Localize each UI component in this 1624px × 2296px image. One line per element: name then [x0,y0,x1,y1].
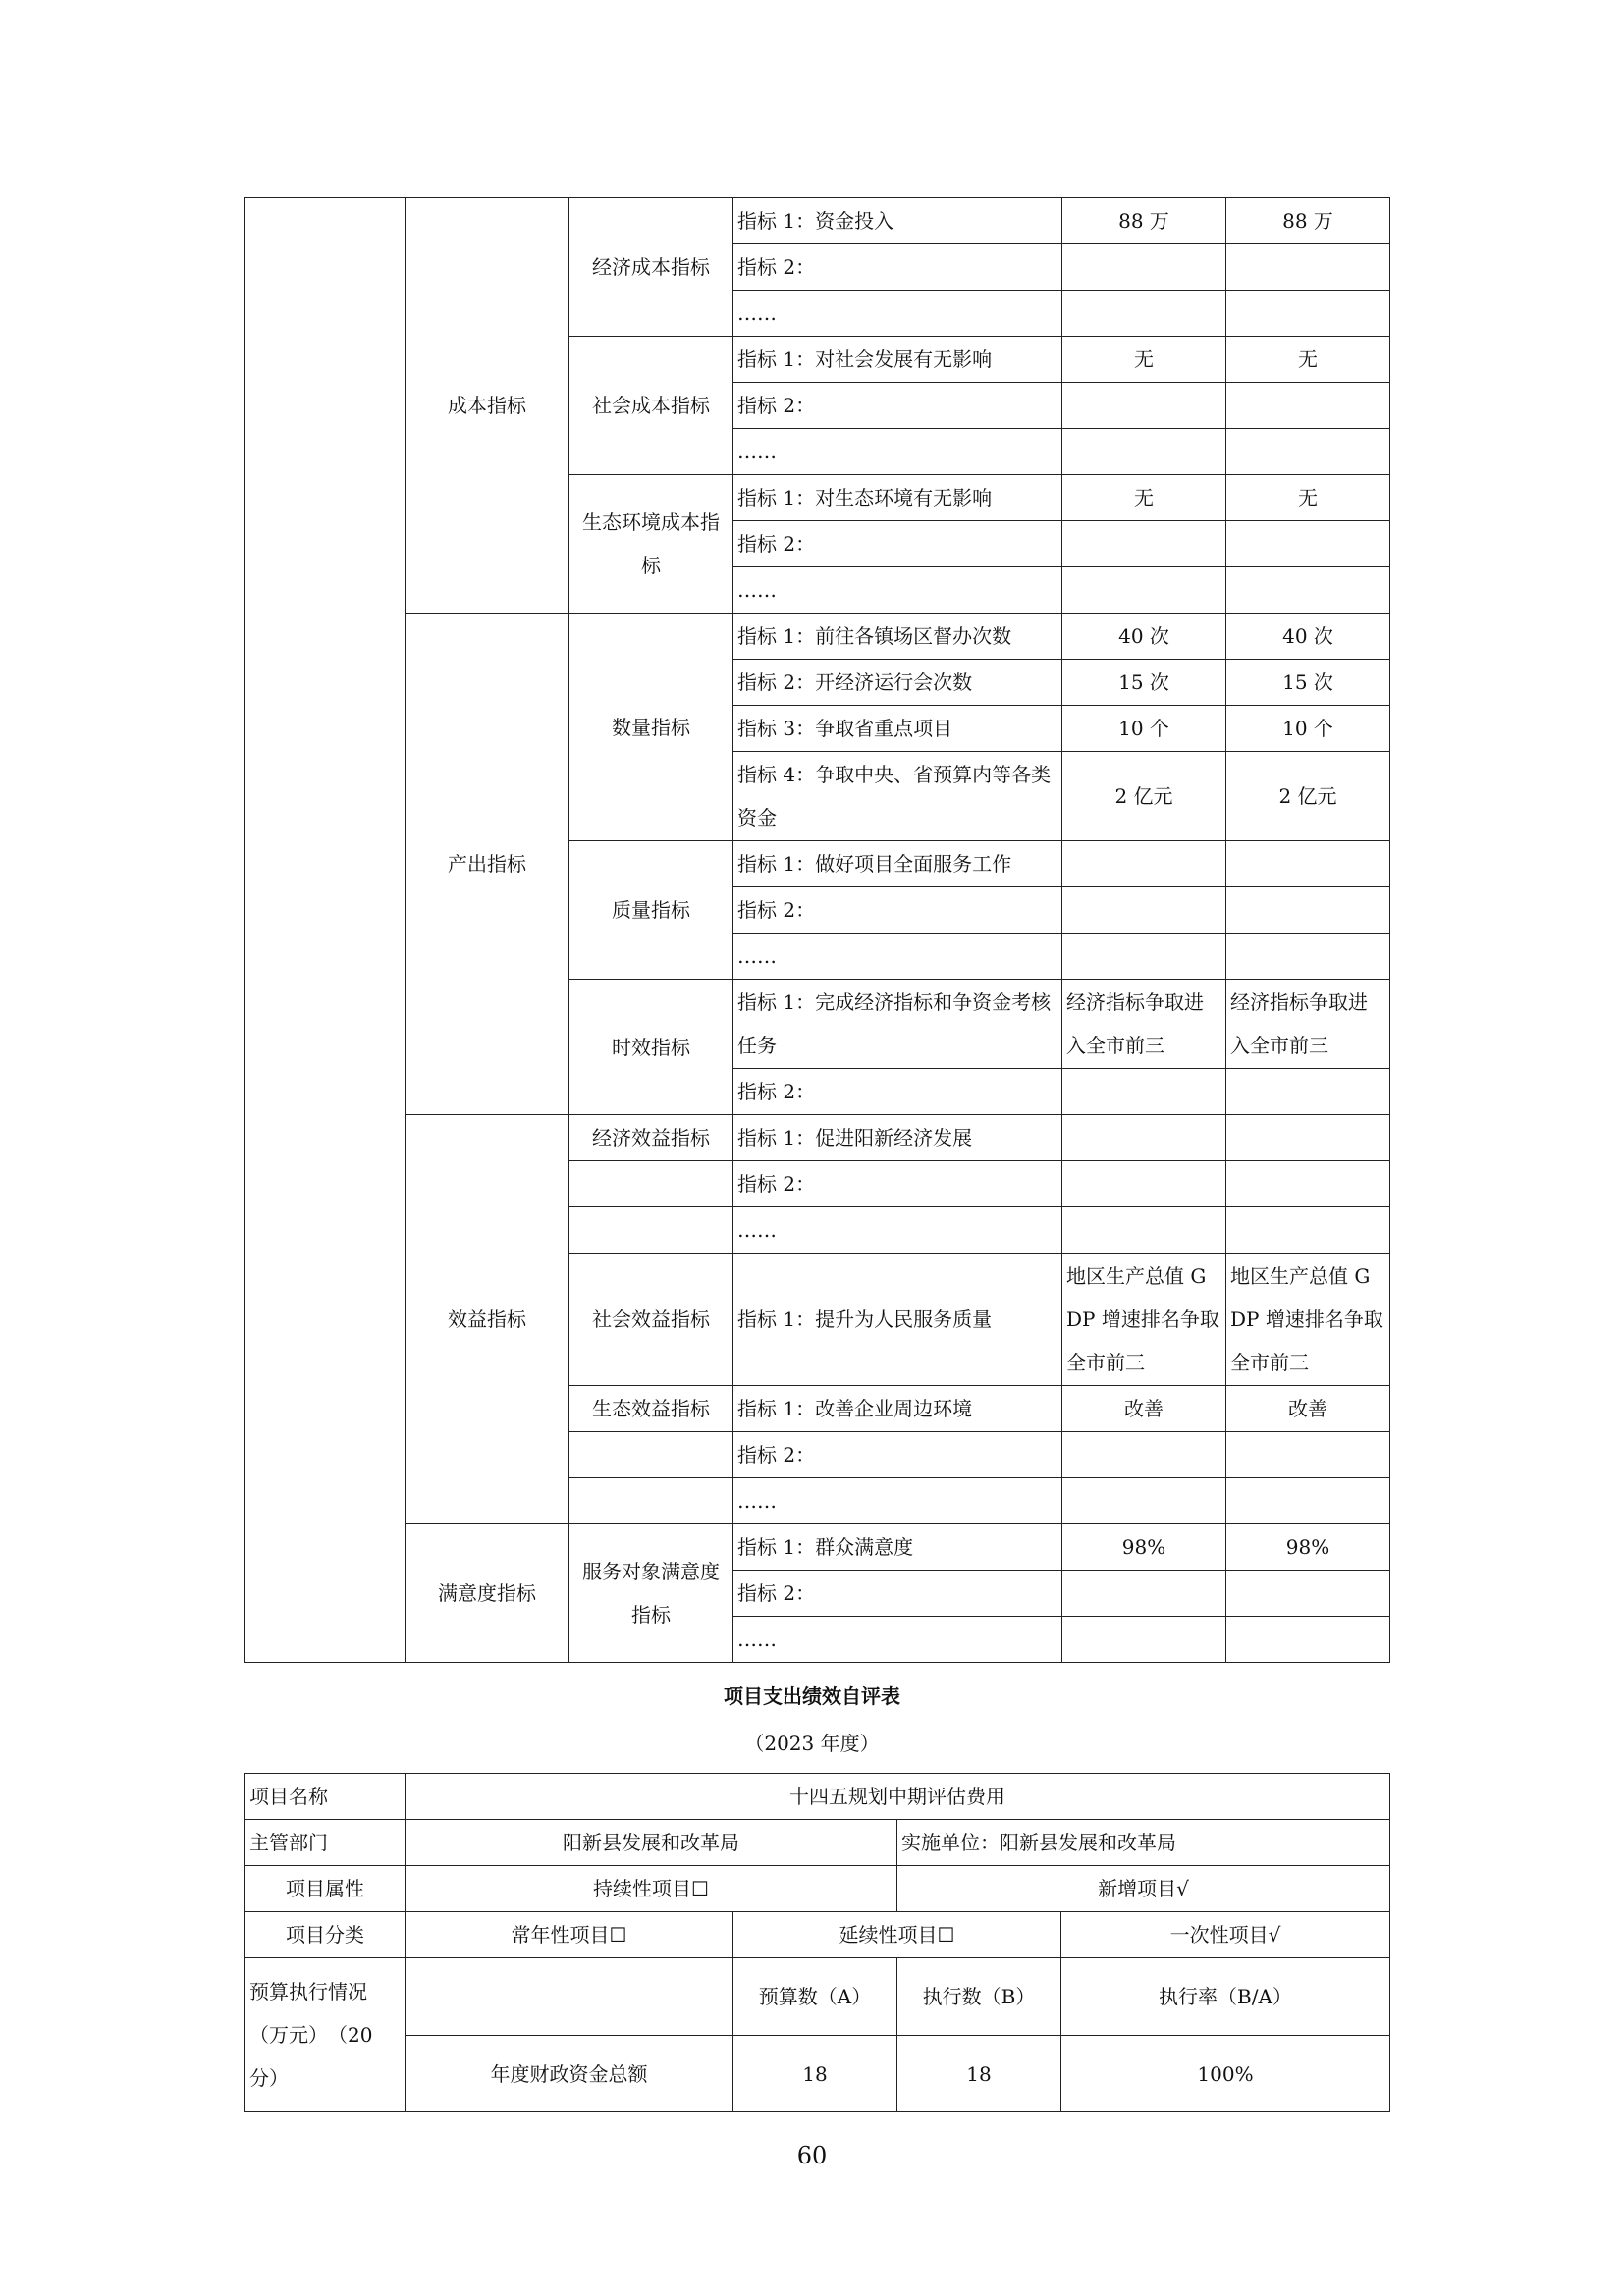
attr-new: 新增项目√ [897,1866,1390,1912]
indicator-target [1062,1115,1226,1161]
indicator-actual: 98% [1226,1524,1390,1571]
indicator-actual [1226,1069,1390,1115]
indicator-target [1062,1478,1226,1524]
cat-onetime: 一次性项目√ [1061,1912,1390,1958]
indicator-actual [1226,567,1390,614]
project-name-value: 十四五规划中期评估费用 [406,1774,1390,1820]
indicator-name: 指标 2：开经济运行会次数 [733,660,1062,706]
indicator-actual: 无 [1226,475,1390,521]
indicator-name: 指标 4：争取中央、省预算内等各类资金 [733,752,1062,841]
row-total-budget: 18 [733,2036,897,2112]
indicator-actual [1226,521,1390,567]
col-rate: 执行率（B/A） [1061,1958,1390,2036]
indicator-target [1062,887,1226,934]
self-eval-title: 项目支出绩效自评表 [724,1684,900,1708]
attr-continuing: 持续性项目☐ [406,1866,897,1912]
impl-unit: 实施单位：阳新县发展和改革局 [897,1820,1390,1866]
indicator-actual [1226,244,1390,291]
indicator-name: …… [733,1617,1062,1663]
indicator-actual: 10 个 [1226,706,1390,752]
group-label-cost: 成本指标 [406,198,569,614]
indicator-name: 指标 1：群众满意度 [733,1524,1062,1571]
cat-regular: 常年性项目☐ [406,1912,733,1958]
indicator-actual: 15 次 [1226,660,1390,706]
indicator-actual [1226,1571,1390,1617]
indicator-actual: 40 次 [1226,614,1390,660]
indicator-target [1062,841,1226,887]
indicator-target: 无 [1062,475,1226,521]
self-evaluation-table [244,1773,1390,2112]
indicator-actual [1226,429,1390,475]
indicator-target [1062,934,1226,980]
group-label-benefit: 效益指标 [406,1115,569,1524]
subgroup-label-satisfaction-service: 服务对象满意度指标 [569,1524,733,1663]
subgroup-label-benefit-economic [569,1161,733,1207]
indicator-target: 10 个 [1062,706,1226,752]
subgroup-label-benefit-eco: 生态效益指标 [569,1386,733,1432]
subgroup-label-cost-social: 社会成本指标 [569,337,733,475]
outer-blank-cell [245,198,406,1663]
indicator-target: 98% [1062,1524,1226,1571]
indicator-target [1062,1617,1226,1663]
indicator-name: 指标 2： [733,1069,1062,1115]
indicator-name: …… [733,1207,1062,1254]
group-label-satisfaction: 满意度指标 [406,1524,569,1663]
attr-label: 项目属性 [245,1866,406,1912]
dept-value: 阳新县发展和改革局 [406,1820,897,1866]
indicator-actual [1226,1432,1390,1478]
indicator-actual [1226,887,1390,934]
indicator-name: 指标 1：做好项目全面服务工作 [733,841,1062,887]
indicator-name: 指标 2： [733,383,1062,429]
indicator-actual [1226,934,1390,980]
performance-indicator-table [244,197,1390,1663]
indicator-name: …… [733,1478,1062,1524]
indicator-name: 指标 2： [733,1161,1062,1207]
budget-header-blank [406,1958,733,2036]
budget-label: 预算执行情况（万元） （20 分） [245,1958,406,2112]
col-exec: 执行数（B） [897,1958,1061,2036]
indicator-name: …… [733,567,1062,614]
dept-label: 主管部门 [245,1820,406,1866]
project-name-label: 项目名称 [245,1774,406,1820]
indicator-actual [1226,383,1390,429]
indicator-actual: 88 万 [1226,198,1390,244]
indicator-actual: 2 亿元 [1226,752,1390,841]
indicator-name: 指标 2： [733,521,1062,567]
indicator-target [1062,1161,1226,1207]
subgroup-label-output-timeliness: 时效指标 [569,980,733,1115]
indicator-target: 40 次 [1062,614,1226,660]
indicator-name: 指标 1：改善企业周边环境 [733,1386,1062,1432]
indicator-name: …… [733,429,1062,475]
indicator-target: 地区生产总值 GDP 增速排名争取全市前三 [1062,1254,1226,1386]
page-number: 60 [796,2142,828,2169]
indicator-name: 指标 1：对生态环境有无影响 [733,475,1062,521]
subgroup-label-benefit-social: 社会效益指标 [569,1254,733,1386]
self-eval-year: （2023 年度） [744,1732,880,1755]
indicator-target: 2 亿元 [1062,752,1226,841]
indicator-target: 经济指标争取进入全市前三 [1062,980,1226,1069]
indicator-actual [1226,291,1390,337]
indicator-target: 15 次 [1062,660,1226,706]
indicator-target [1062,291,1226,337]
indicator-name: …… [733,291,1062,337]
subgroup-label-output-quality: 质量指标 [569,841,733,980]
indicator-actual [1226,1115,1390,1161]
row-total-exec: 18 [897,2036,1061,2112]
indicator-target [1062,1432,1226,1478]
cat-extended: 延续性项目☐ [733,1912,1061,1958]
indicator-target [1062,244,1226,291]
group-label-output: 产出指标 [406,614,569,1115]
indicator-name: 指标 1：对社会发展有无影响 [733,337,1062,383]
indicator-actual [1226,1207,1390,1254]
indicator-name: 指标 1：资金投入 [733,198,1062,244]
indicator-target [1062,383,1226,429]
row-total-rate: 100% [1061,2036,1390,2112]
indicator-target: 88 万 [1062,198,1226,244]
subgroup-label-benefit-eco [569,1478,733,1524]
indicator-name: …… [733,934,1062,980]
indicator-name: 指标 1：前往各镇场区督办次数 [733,614,1062,660]
indicator-name: 指标 3：争取省重点项目 [733,706,1062,752]
row-total-label: 年度财政资金总额 [406,2036,733,2112]
indicator-target [1062,521,1226,567]
indicator-name: 指标 2： [733,1571,1062,1617]
category-label: 项目分类 [245,1912,406,1958]
indicator-actual: 地区生产总值 GDP 增速排名争取全市前三 [1226,1254,1390,1386]
indicator-name: 指标 1：提升为人民服务质量 [733,1254,1062,1386]
indicator-target [1062,567,1226,614]
col-budget: 预算数（A） [733,1958,897,2036]
indicator-target [1062,429,1226,475]
indicator-name: 指标 1：完成经济指标和争资金考核任务 [733,980,1062,1069]
indicator-target [1062,1207,1226,1254]
indicator-target [1062,1069,1226,1115]
indicator-name: 指标 2： [733,887,1062,934]
subgroup-label-benefit-economic: 经济效益指标 [569,1115,733,1161]
indicator-actual [1226,1478,1390,1524]
indicator-target: 无 [1062,337,1226,383]
indicator-actual [1226,1161,1390,1207]
subgroup-label-output-quantity: 数量指标 [569,614,733,841]
indicator-actual: 改善 [1226,1386,1390,1432]
indicator-actual: 无 [1226,337,1390,383]
indicator-target: 改善 [1062,1386,1226,1432]
indicator-name: 指标 2： [733,1432,1062,1478]
indicator-actual: 经济指标争取进入全市前三 [1226,980,1390,1069]
subgroup-label-cost-eco: 生态环境成本指标 [569,475,733,614]
indicator-name: 指标 2： [733,244,1062,291]
indicator-actual [1226,841,1390,887]
subgroup-label-benefit-eco [569,1432,733,1478]
subgroup-label-cost-economic: 经济成本指标 [569,198,733,337]
indicator-target [1062,1571,1226,1617]
indicator-actual [1226,1617,1390,1663]
indicator-name: 指标 1：促进阳新经济发展 [733,1115,1062,1161]
subgroup-label-benefit-economic [569,1207,733,1254]
